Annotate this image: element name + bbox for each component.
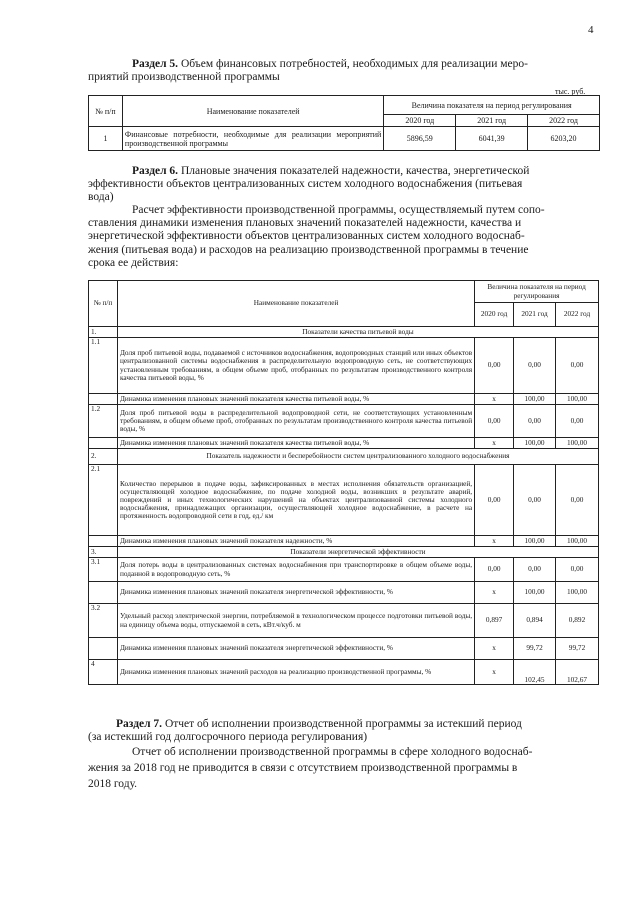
t6-row-name: Динамика изменения плановых значений показателя качества питьевой воды, %	[117, 394, 474, 405]
section6-title-line2: эффективности объектов централизованных систем холодного водоснабжения (питьевая	[88, 178, 523, 190]
section5-title-line1: Объем финансовых потребностей, необходимых для реализации меро-	[180, 58, 528, 70]
t6-empty-cell	[89, 438, 118, 449]
t5-row-value-2020: 5896,59	[384, 127, 456, 151]
section7-title-line1: Отчет об исполнении производственной программы за истекший период	[164, 718, 522, 730]
indicators-table	[88, 280, 599, 685]
t6-row-num: 3.1	[89, 558, 118, 582]
t6-empty-cell	[89, 536, 118, 547]
section6-title-line3: вода)	[88, 191, 114, 203]
section5-heading	[88, 58, 598, 84]
t6-year-2022: 2022 год	[556, 303, 599, 327]
units-label: тыс. руб.	[555, 87, 586, 96]
t6-year-2021: 2021 год	[514, 303, 556, 327]
t6-empty-cell	[89, 638, 118, 660]
t6-empty-cell	[89, 582, 118, 604]
t6-value-2021: 0,00	[514, 405, 556, 438]
t6-value-2020: х	[475, 660, 514, 685]
t6-value-2020: х	[475, 638, 514, 660]
t6-value-2021: 0,00	[514, 465, 556, 536]
page-number: 4	[588, 24, 594, 36]
t6-value-2022: 100,00	[556, 536, 599, 547]
section7-heading	[88, 718, 598, 744]
t6-empty-cell	[89, 394, 118, 405]
t6-row-name: Количество перерывов в подаче воды, зафиксированных в местах исполнения обязательств организацией, осуществляющей холодное водоснабжение, по подаче холодной воды, возникших в результате аварий, повреждений и иных технологических нарушений на объектах централизованной системы холодного водоснабжения, принадлежащих организации, осуществляющей холодное водоснабжение, в расчете на протяженность водопроводной сети в год, ед./ км	[117, 465, 474, 536]
t6-section-num: 3.	[89, 547, 118, 558]
t6-value-2020: х	[475, 582, 514, 604]
t6-row-name: Динамика изменения плановых значений показателя энергетической эффективности, %	[117, 582, 474, 604]
section6-para-line: жения (питьевая вода) и расходов на реализацию производственной программы в течение	[88, 243, 529, 256]
t6-row-name: Доля потерь воды в централизованных системах водоснабжения при транспортировке в общем объеме воды, поданной в водопроводную сеть, %	[117, 558, 474, 582]
t6-section-title: Показатель надежности и бесперебойности систем централизованного холодного водоснабжения	[117, 449, 598, 465]
t6-row-name: Динамика изменения плановых значений показателя качества питьевой воды, %	[117, 438, 474, 449]
t5-year-2022: 2022 год	[528, 115, 600, 127]
section5-title-line2: приятий производственной программы	[88, 71, 280, 83]
t6-year-2020: 2020 год	[475, 303, 514, 327]
t6-row-num: 1.2	[89, 405, 118, 438]
t6-value-2020: х	[475, 438, 514, 449]
t6-row-num: 3.2	[89, 604, 118, 638]
t6-value-2020: 0,00	[475, 338, 514, 394]
t6-value-2020: 0,00	[475, 558, 514, 582]
t6-value-2022: 99,72	[556, 638, 599, 660]
section6-para-line: ставления динамики изменения плановых значений показателей надежности, качества и	[88, 217, 522, 230]
section7-label: Раздел 7.	[116, 718, 163, 730]
t6-value-2022: 0,00	[556, 405, 599, 438]
t6-section-title: Показатели качества питьевой воды	[117, 327, 598, 338]
t6-value-2021: 100,00	[514, 536, 556, 547]
t6-value-2022: 0,00	[556, 465, 599, 536]
section7-para-line: жения за 2018 год не приводится в связи с отсутствием производственной программы в	[88, 762, 518, 774]
section6-para-line: срока ее действия:	[88, 256, 179, 269]
section6-title-line1: Плановые значения показателей надежности, качества, энергетической	[180, 165, 530, 177]
t5-header-num: № п/п	[89, 96, 123, 127]
section6-paragraph	[88, 204, 598, 270]
t6-row-name: Динамика изменения плановых значений расходов на реализацию производственной программы, %	[117, 660, 474, 685]
t6-value-2021: 0,00	[514, 558, 556, 582]
t5-row-num: 1	[89, 127, 123, 151]
t6-section-num: 1.	[89, 327, 118, 338]
t6-row-num: 4	[89, 660, 118, 685]
t6-value-2020: 0,00	[475, 405, 514, 438]
t6-value-2021: 100,00	[514, 394, 556, 405]
t6-row-num: 2.1	[89, 465, 118, 536]
t6-value-2022: 0,00	[556, 338, 599, 394]
t6-value-2022: 0,892	[556, 604, 599, 638]
financial-needs-table	[88, 95, 600, 151]
t6-section-title: Показатели энергетической эффективности	[117, 547, 598, 558]
section7-para-line: Отчет об исполнении производственной программы в сфере холодного водоснаб-	[132, 746, 533, 758]
t6-row-name: Динамика изменения плановых значений показателя энергетической эффективности, %	[117, 638, 474, 660]
section6-para-line: Расчет эффективности производственной программы, осуществляемый путем сопо-	[132, 204, 545, 216]
t6-value-2022: 100,00	[556, 394, 599, 405]
t6-value-2020: 0,897	[475, 604, 514, 638]
t6-row-name: Динамика изменения плановых значений показателя надежности, %	[117, 536, 474, 547]
t6-value-2021: 100,00	[514, 438, 556, 449]
t6-value-2021: 99,72	[514, 638, 556, 660]
t6-row-name: Доля проб питьевой воды в распределительной водопроводной сети, не соответствующих установленным требованиям, в общем объеме проб, отобранных по результатам производственного контроля качества питьевой воды, %	[117, 405, 474, 438]
t6-row-num: 1.1	[89, 338, 118, 394]
t6-value-2020: х	[475, 536, 514, 547]
t6-row-name: Удельный расход электрической энергии, потребляемой в технологическом процессе подготовки питьевой воды, на единицу объема воды, отпускаемой в сеть, кВт.ч/куб. м	[117, 604, 474, 638]
t5-header-name: Наименование показателей	[122, 96, 383, 127]
t6-value-2021: 0,894	[514, 604, 556, 638]
t6-value-2021: 100,00	[514, 582, 556, 604]
section6-heading	[88, 165, 598, 204]
t5-year-2021: 2021 год	[456, 115, 528, 127]
t5-year-2020: 2020 год	[384, 115, 456, 127]
section6-para-line: энергетической эффективности объектов централизованных систем холодного водоснаб-	[88, 230, 525, 243]
section6-label: Раздел 6.	[132, 165, 179, 177]
t6-row-name: Доля проб питьевой воды, подаваемой с источников водоснабжения, водопроводных станций или иных объектов централизованной системы водоснабжения в распределительную водопроводную сеть, не соответствующих установленным требованиям, в общем объеме проб, отобранных по результатам производственного контроля качества питьевой воды, %	[117, 338, 474, 394]
t6-section-num: 2.	[89, 449, 118, 465]
t6-value-2021: 102,45	[514, 660, 556, 685]
t5-row-value-2022: 6203,20	[528, 127, 600, 151]
t5-row-name: Финансовые потребности, необходимые для реализации мероприятий производственной программы	[122, 127, 383, 151]
section7-paragraph	[88, 744, 598, 792]
section7-para-line: 2018 году.	[88, 778, 138, 790]
t6-value-2022: 100,00	[556, 438, 599, 449]
section7-title-line2: (за истекший год долгосрочного периода регулирования)	[88, 731, 368, 743]
t6-header-num: № п/п	[89, 281, 118, 327]
section5-label: Раздел 5.	[132, 58, 179, 70]
t6-value-2022: 102,67	[556, 660, 599, 685]
t6-value-2020: 0,00	[475, 465, 514, 536]
t6-header-name: Наименование показателей	[117, 281, 474, 327]
t6-header-value: Величина показателя на период регулирования	[475, 281, 599, 303]
t6-value-2022: 0,00	[556, 558, 599, 582]
t6-value-2020: х	[475, 394, 514, 405]
t6-value-2021: 0,00	[514, 338, 556, 394]
t6-value-2022: 100,00	[556, 582, 599, 604]
t5-header-value: Величина показателя на период регулирования	[384, 96, 600, 115]
t5-row-value-2021: 6041,39	[456, 127, 528, 151]
